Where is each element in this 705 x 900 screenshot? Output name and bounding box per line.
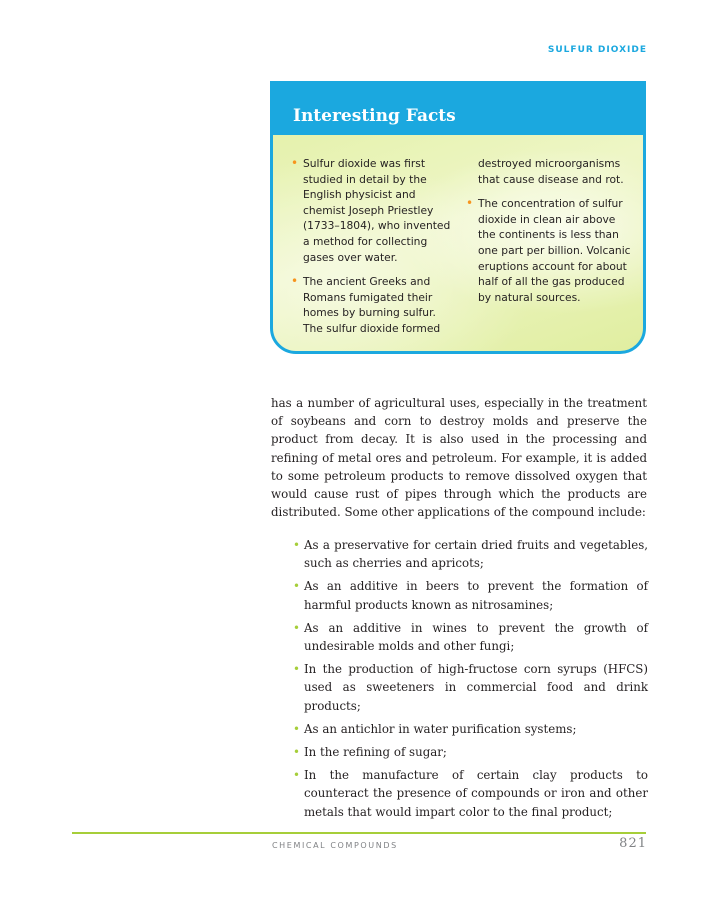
facts-right-column <box>466 156 636 314</box>
list-item-text: In the manufacture of certain clay products to counteract the presence of compounds or iron and other metals that would impart color to the final product; <box>304 768 648 819</box>
list-item-text: As an additive in wines to prevent the growth of undesirable molds and other fungi; <box>304 620 648 654</box>
list-item-text: In the production of high-fructose corn syrups (HFCS) used as sweeteners in commercial food and drink products; <box>304 662 648 713</box>
list-item <box>293 720 648 738</box>
list-item <box>293 766 648 821</box>
facts-left-column <box>291 156 456 346</box>
bullet-icon: • <box>293 579 300 594</box>
list-item-text: As an antichlor in water purification systems; <box>304 721 577 736</box>
bullet-icon: • <box>291 274 299 289</box>
fact-item <box>291 274 456 336</box>
footer-rule <box>72 832 646 834</box>
list-item <box>293 660 648 715</box>
bullet-icon: • <box>293 768 300 783</box>
footer-book-title: CHEMICAL COMPOUNDS <box>272 841 398 850</box>
page-number: 821 <box>619 836 647 851</box>
bullet-icon: • <box>293 620 300 635</box>
list-item <box>293 743 648 761</box>
list-item <box>293 536 648 572</box>
bullet-icon: • <box>293 538 300 552</box>
fact-text: The concentration of sulfur dioxide in clean air above the continents is less than one part per billion. Volcanic eruptions account for about half of all the gas produced by natural sources. <box>478 197 631 304</box>
bullet-icon: • <box>293 721 300 736</box>
bullet-icon: • <box>293 662 300 677</box>
bullet-icon: • <box>293 745 300 760</box>
fact-continuation: destroyed microorganisms that cause disease and rot. <box>478 157 624 186</box>
running-head: SULFUR DIOXIDE <box>547 45 647 55</box>
list-item-text: As a preservative for certain dried fruits and vegetables, such as cherries and apricots; <box>304 538 648 571</box>
list-item <box>293 577 648 613</box>
fact-text: Sulfur dioxide was first studied in detail by the English physicist and chemist Joseph Priestley (1733–1804), who invented a method for collecting gases over water. <box>303 157 451 264</box>
body-paragraph: has a number of agricultural uses, especially in the treatment of soybeans and corn to destroy molds and preserve the product from decay. It is also used in the processing and refining of metal ores and petroleum. For example, it is added to some petroleum products to remove dissolved oxygen that would cause rust of pipes through which the products are distributed. Some other applications of the compound include: <box>271 396 647 520</box>
bullet-icon: • <box>466 196 474 211</box>
facts-box-title: Interesting Facts <box>293 106 456 126</box>
fact-text: The ancient Greeks and Romans fumigated their homes by burning sulfur. The sulfur dioxide formed <box>303 275 441 335</box>
list-item <box>293 619 648 655</box>
list-item-text: As an additive in beers to prevent the formation of harmful products known as nitrosamines; <box>304 579 648 612</box>
interesting-facts-box <box>270 81 646 354</box>
applications-list <box>293 536 648 826</box>
bullet-icon: • <box>291 156 299 170</box>
fact-item <box>466 196 636 305</box>
list-item-text: In the refining of sugar; <box>304 745 447 760</box>
fact-item <box>291 156 456 265</box>
